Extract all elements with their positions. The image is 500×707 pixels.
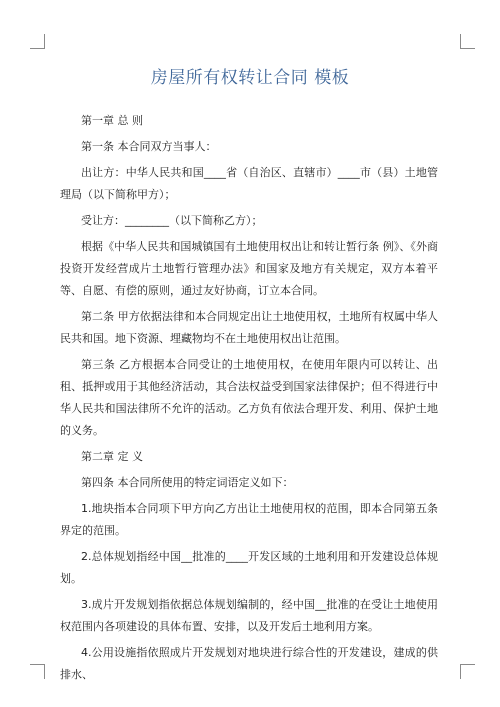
paragraph: 2.总体规划指经中国__批准的____开发区域的土地利用和开发建设总体规划。 (60, 550, 438, 585)
paragraph: 4.公用设施指依照成片开发规划对地块进行综合性的开发建设，建成的供排水、 (60, 646, 438, 681)
paragraph: 第二条 甲方依据法律和本合同规定出让土地使用权，土地所有权属中华人民共和国。地下资源、埋藏物均不在土地使用权出让范围。 (60, 310, 438, 345)
paragraph: 受让方：________（以下简称乙方）； (81, 214, 263, 227)
chapter-heading: 第一章 总 则 (81, 114, 143, 127)
document-body (60, 110, 442, 690)
paragraph: 3.成片开发规划指依据总体规划编制的，经中国__批准的在受让土地使用权范围内各项建设的具体布置、安排，以及开发后土地利用方案。 (60, 598, 438, 633)
paragraph: 根据《中华人民共和国城镇国有土地使用权出让和转让暂行条 例》、《外商投资开发经营成片土地暂行管理办法》和国家及地方有关规定，双方本着平等、自愿、有偿的原则，通过友好协商，订立本合同。 (60, 240, 438, 297)
crop-mark-bottom-left (30, 664, 45, 679)
chapter-heading: 第二章 定 义 (81, 450, 143, 463)
crop-mark-top-right (460, 34, 475, 49)
crop-mark-bottom-right (460, 664, 475, 679)
paragraph: 第三条 乙方根据本合同受让的土地使用权，在使用年限内可以转让、出租、抵押或用于其他经济活动，其合法权益受到国家法律保护；但不得进行中华人民共和国法律所不允许的活动。乙方负有依法合理开发、利用、保护土地的义务。 (60, 358, 438, 437)
paragraph: 出让方：中华人民共和国____省（自治区、直辖市）____市（县）土地管理局（以下简称甲方）； (60, 166, 438, 201)
paragraph: 1.地块指本合同项下甲方向乙方出让土地使用权的范围，即本合同第五条 界定的范围。 (60, 502, 442, 537)
paragraph: 第一条 本合同双方当事人： (81, 140, 217, 153)
paragraph: 第四条 本合同所使用的特定词语定义如下： (81, 476, 294, 489)
crop-mark-top-left (30, 34, 45, 49)
document-title: 房屋所有权转让合同 模板 (150, 68, 350, 88)
